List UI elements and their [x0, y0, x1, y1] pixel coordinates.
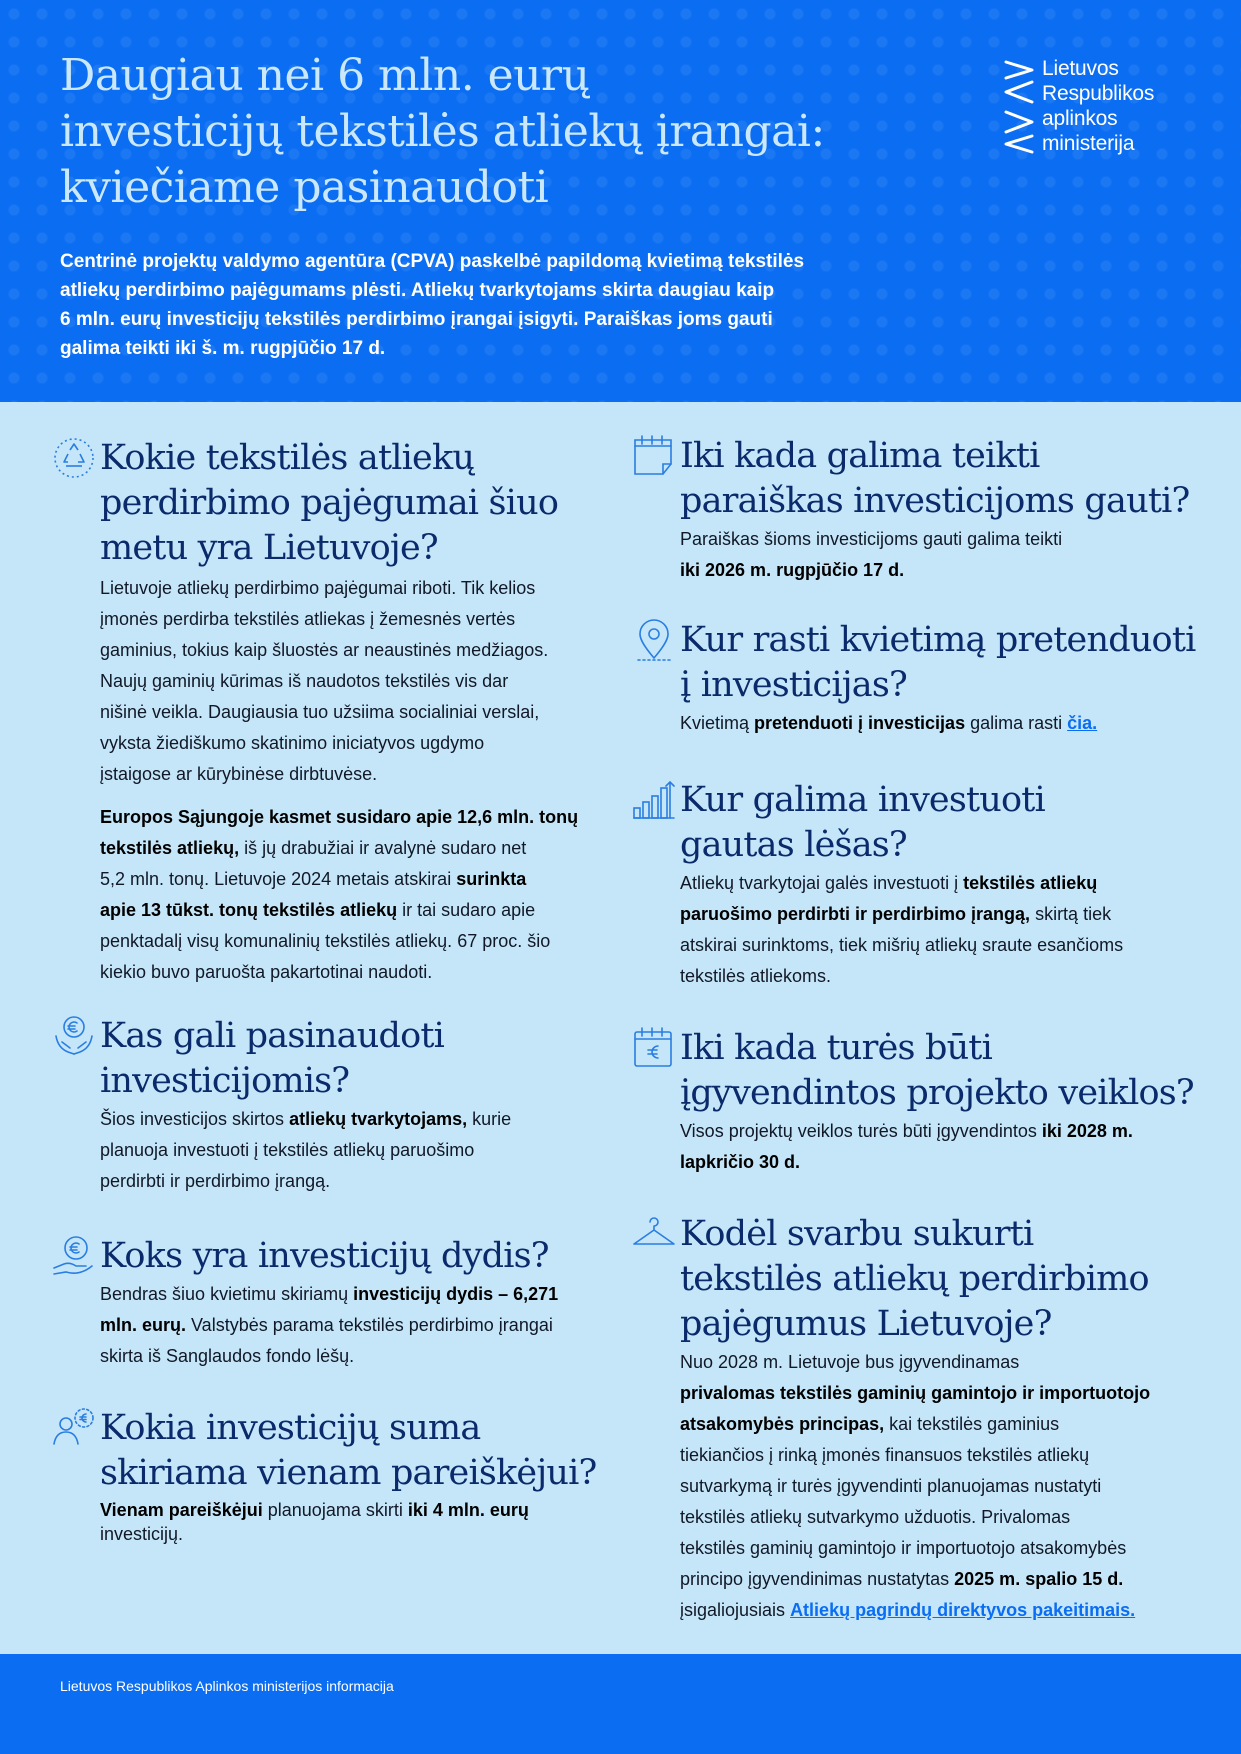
section-body [100, 573, 622, 988]
bold-text: Vienam pareiškėjui [100, 1500, 263, 1520]
paragraph [680, 708, 1232, 739]
text: galima rasti [965, 713, 1068, 733]
text: iš jų drabužiai ir avalynė sudaro net [239, 838, 527, 858]
logo-text [1042, 56, 1154, 156]
section-title [680, 618, 1232, 708]
section-why [632, 1212, 1232, 1626]
text: Visos projektų veiklos turės būti įgyvendintos [680, 1121, 1042, 1141]
title-line: Kodėl svarbu sukurti [680, 1214, 1034, 1254]
text-line: gaminius, tokius kaip šluostės ar neaustinės medžiagos. [100, 640, 549, 660]
text-line: nišinė veikla. Daugiausia tuo užsiima socialiniai verslai, [100, 702, 540, 722]
title-line: investicijomis? [100, 1061, 350, 1101]
section-body [100, 1104, 622, 1197]
section-invest [632, 778, 1212, 992]
text: Valstybės parama tekstilės perdirbimo įrangai [186, 1315, 553, 1335]
text: kai tekstilės gaminius [884, 1414, 1060, 1434]
section-size [52, 1234, 622, 1372]
text: skirtą tiek [1030, 904, 1112, 924]
text: įsigaliojusiais [680, 1600, 791, 1620]
text-line: vyksta žiediškumo skatinimo iniciatyvos ugdymo [100, 733, 485, 753]
text: tekstilės atliekų sutvarkymo užduotis. Privalomas [680, 1507, 1071, 1527]
directive-link[interactable]: Atliekų pagrindų direktyvos pakeitimais. [790, 1600, 1136, 1620]
title-line: kviečiame pasinaudoti [60, 162, 549, 213]
title-line: tekstilės atliekų perdirbimo [680, 1259, 1149, 1299]
paragraph [680, 1347, 1232, 1626]
text: Kvietimą [680, 713, 755, 733]
section-amount [52, 1406, 652, 1546]
text: Bendras šiuo kvietimu skiriamų [100, 1284, 354, 1304]
lead-paragraph [60, 247, 920, 363]
text-line: Naujų gaminių kūrimas iš naudotos tekstilės vis dar [100, 671, 509, 691]
title-line: Kas gali pasinaudoti [100, 1016, 444, 1056]
header-banner [0, 0, 1241, 402]
recycle-icon [52, 436, 96, 480]
bold-text: Europos Sąjungoje kasmet susidaro apie 12,6 mln. tonų [100, 807, 579, 827]
lead-line: Centrinė projektų valdymo agentūra (CPVA) paskelbė papildomą kvietimą tekstilės [60, 251, 805, 272]
section-deadline [632, 434, 1212, 586]
bold-text: paruošimo perdirbti ir perdirbimo įrangą, [680, 904, 1031, 924]
bold-text: surinkta [456, 869, 527, 889]
text: tekstilės atliekoms. [680, 966, 832, 986]
logo-line: Lietuvos [1042, 57, 1119, 80]
text: planuojama skirti [262, 1500, 408, 1520]
title-line: Koks yra investicijų dydis? [100, 1236, 549, 1276]
text: tekstilės gaminių gamintojo ir importuotojo atsakomybės [680, 1538, 1127, 1558]
section-who [52, 1014, 622, 1197]
text: skirta iš Sanglaudos fondo lėšų. [100, 1346, 355, 1366]
section-where [632, 618, 1232, 739]
lead-line: 6 mln. eurų investicijų tekstilės perdirbimo įrangai įsigyti. Paraiškas joms gauti [60, 309, 773, 330]
title-line: metu yra Lietuvoje? [100, 528, 438, 568]
section-title [680, 1026, 1232, 1116]
euro-hand-icon [52, 1234, 96, 1278]
title-line: Kokia investicijų suma [100, 1408, 481, 1448]
title-line: įgyvendintos projekto veiklos? [680, 1073, 1194, 1113]
growth-chart-icon [632, 778, 676, 822]
section-body [680, 708, 1232, 739]
text: atskirai surinktoms, tiek mišrių atliekų sraute esančioms [680, 935, 1124, 955]
bold-text: privalomas tekstilės gaminių gamintojo ir importuotojo [680, 1383, 1151, 1403]
paragraph [100, 1104, 622, 1197]
bold-text: atsakomybės principas, [680, 1414, 885, 1434]
bold-text: mln. eurų. [100, 1315, 187, 1335]
bold-text: investicijų dydis – 6,271 [353, 1284, 559, 1304]
text: ir tai sudaro apie [397, 900, 536, 920]
section-body [680, 868, 1212, 992]
text: penktadalį visų komunalinių tekstilės atliekų. 67 proc. šio [100, 931, 551, 951]
title-line: į investicijas? [680, 665, 908, 705]
text: planuoja investuoti į tekstilės atliekų paruošimo [100, 1140, 475, 1160]
people-euro-icon [52, 1406, 96, 1450]
title-line: gautas lėšas? [680, 825, 907, 865]
paragraph [100, 802, 622, 988]
text: principo įgyvendinimas nustatytas [680, 1569, 955, 1589]
euro-hands-icon [52, 1014, 96, 1058]
text: 5,2 mln. tonų. Lietuvoje 2024 metais atskirai [100, 869, 457, 889]
section-title [100, 1234, 622, 1279]
bold-text: 2025 m. spalio 15 d. [954, 1569, 1124, 1589]
section-title [100, 1014, 622, 1104]
text: sutvarkymą ir turės įgyvendinti planuojamas nustatyti [680, 1476, 1102, 1496]
bold-text: tekstilės atliekų [963, 873, 1098, 893]
calendar-icon [632, 434, 676, 478]
title-line: Daugiau nei 6 mln. eurų [60, 50, 590, 101]
title-line: pajėgumus Lietuvoje? [680, 1304, 1052, 1344]
paragraph [680, 524, 1212, 586]
section-body [100, 1498, 652, 1546]
title-line: paraiškas investicijoms gauti? [680, 481, 1190, 521]
title-line: Kur galima investuoti [680, 780, 1045, 820]
bold-text: atliekų tvarkytojams, [289, 1109, 468, 1129]
title-line: skiriama vienam pareiškėjui? [100, 1453, 597, 1493]
text-line: įstaigose ar kūrybinėse dirbtuvėse. [100, 764, 378, 784]
text: investicijų. [100, 1524, 184, 1544]
section-capacity [52, 436, 622, 988]
text: tiekiančios į rinką įmonės finansuos tekstilės atliekų [680, 1445, 1090, 1465]
section-title [680, 434, 1212, 524]
section-title [680, 1212, 1232, 1347]
lead-line: atliekų perdirbimo pajėgumams plėsti. Atliekų tvarkytojams skirta daugiau kaip [60, 280, 775, 301]
section-body [680, 1347, 1232, 1626]
section-body [680, 1116, 1232, 1178]
text: Nuo 2028 m. Lietuvoje bus įgyvendinamas [680, 1352, 1020, 1372]
text: kurie [467, 1109, 512, 1129]
title-line: perdirbimo pajėgumai šiuo [100, 483, 559, 523]
bold-text: lapkričio 30 d. [680, 1152, 801, 1172]
paragraph [100, 1498, 652, 1546]
bold-text: apie 13 tūkst. tonų tekstilės atliekų [100, 900, 398, 920]
section-body [100, 1279, 622, 1372]
bold-text: pretenduoti į investicijas [754, 713, 966, 733]
footer [0, 1654, 1241, 1754]
paragraph [680, 1116, 1232, 1178]
title-line: Kur rasti kvietimą pretenduoti [680, 620, 1196, 660]
logo-line: ministerija [1042, 132, 1135, 155]
ministry-logo-mark [1002, 58, 1036, 154]
calendar-euro-icon [632, 1026, 676, 1070]
call-link[interactable]: čia. [1067, 713, 1098, 733]
text-line: įmonės perdirba tekstilės atliekas į žemesnės vertės [100, 609, 516, 629]
location-pin-icon [632, 618, 676, 662]
bold-text: iki 2028 m. [1041, 1121, 1133, 1141]
title-line: Iki kada turės būti [680, 1028, 992, 1068]
bold-text: tekstilės atliekų, [100, 838, 240, 858]
paragraph [100, 1279, 622, 1372]
ministry-logo [1002, 56, 1202, 156]
text-line: Lietuvoje atliekų perdirbimo pajėgumai riboti. Tik kelios [100, 578, 536, 598]
bold-text: iki 2026 m. rugpjūčio 17 d. [680, 560, 905, 580]
title-line: investicijų tekstilės atliekų įrangai: [60, 106, 825, 157]
hanger-icon [632, 1212, 676, 1256]
title-line: Iki kada galima teikti [680, 436, 1040, 476]
paragraph [100, 573, 622, 790]
text: Atliekų tvarkytojai galės investuoti į [680, 873, 964, 893]
text: Šios investicijos skirtos [100, 1109, 290, 1129]
text: perdirbti ir perdirbimo įrangą. [100, 1171, 331, 1191]
section-body [680, 524, 1212, 586]
title-line: Kokie tekstilės atliekų [100, 438, 475, 478]
bold-text: iki 4 mln. eurų [407, 1500, 529, 1520]
paragraph [680, 868, 1212, 992]
section-completion [632, 1026, 1232, 1178]
logo-line: Respublikos [1042, 82, 1155, 105]
text: kiekio buvo paruošta pakartotinai naudoti. [100, 962, 433, 982]
section-title [100, 436, 622, 571]
page-title [60, 48, 880, 216]
section-title [680, 778, 1212, 868]
logo-line: aplinkos [1042, 107, 1118, 130]
footer-text: Lietuvos Respublikos Aplinkos ministerijos informacija [60, 1678, 394, 1694]
lead-line: galima teikti iki š. m. rugpjūčio 17 d. [60, 338, 386, 359]
text: Paraiškas šioms investicijoms gauti galima teikti [680, 529, 1063, 549]
section-title [100, 1406, 652, 1496]
